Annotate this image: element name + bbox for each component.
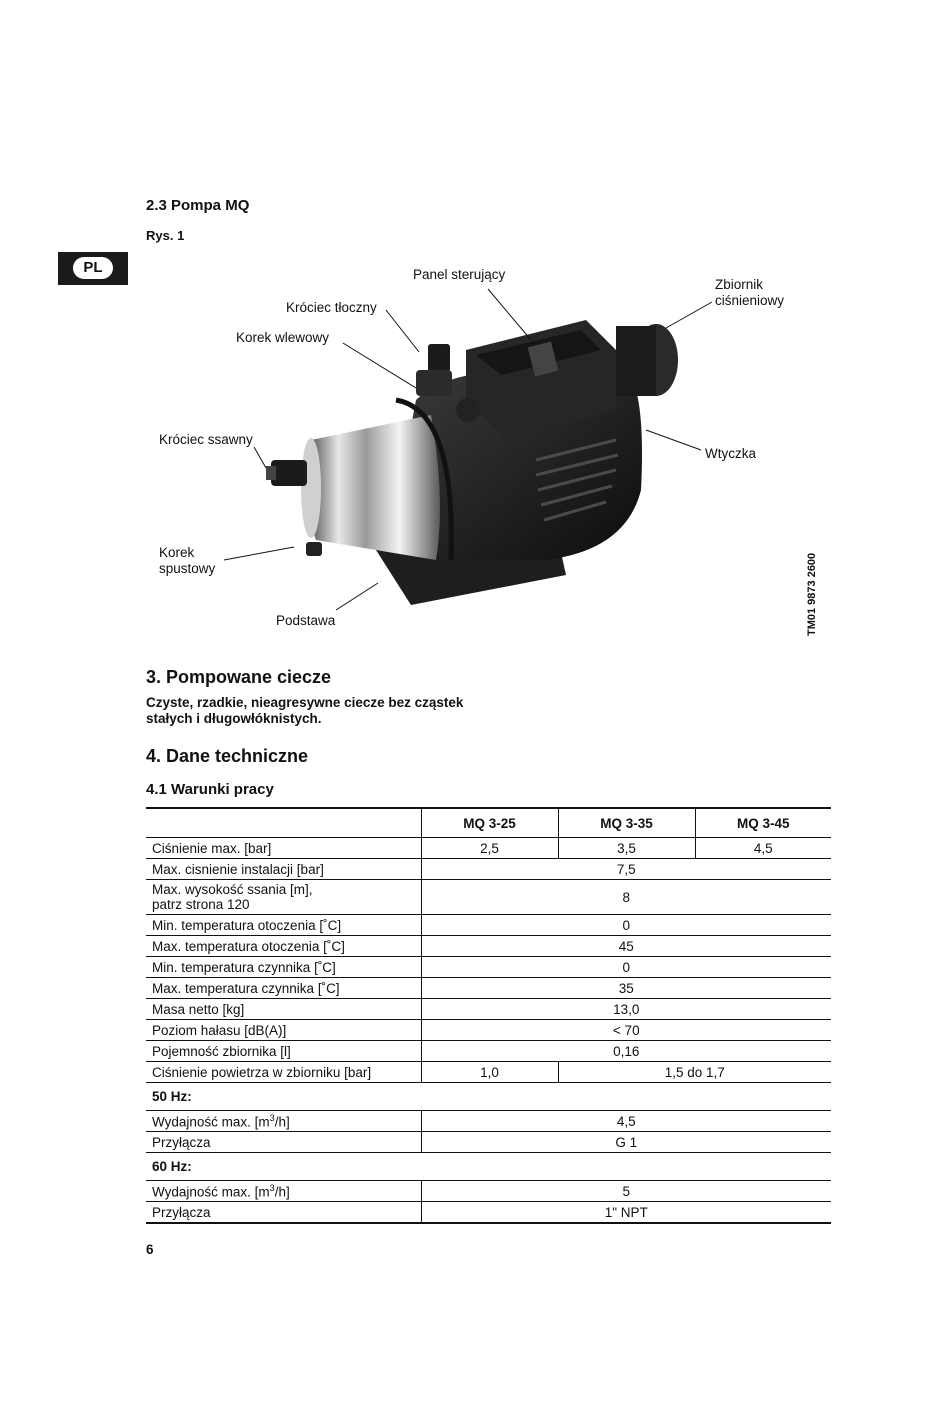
cell-value: 4,5 <box>421 1111 831 1132</box>
callout-drain-plug-line2: spustowy <box>159 561 216 576</box>
table-row <box>146 978 831 999</box>
row-label: Przyłącza <box>146 1132 421 1153</box>
cell-value: G 1 <box>421 1132 831 1153</box>
row-label: Max. temperatura czynnika [˚C] <box>146 978 421 999</box>
suction-port-shape <box>271 460 307 486</box>
cell-value: 7,5 <box>421 859 831 880</box>
cell-value: 0 <box>421 957 831 978</box>
row-label: Ciśnienie powietrza w zbiorniku [bar] <box>146 1062 421 1083</box>
table-subheader-60hz <box>146 1153 831 1181</box>
table-row <box>146 1062 831 1083</box>
row-label: Pojemność zbiornika [l] <box>146 1041 421 1062</box>
flow-label-unit: /h] <box>274 1114 290 1130</box>
cell-value: 1" NPT <box>421 1202 831 1224</box>
row-label <box>146 1111 421 1132</box>
technical-data-table <box>146 807 831 1224</box>
cell-value: 3,5 <box>558 838 695 859</box>
table-row <box>146 957 831 978</box>
cell-value: 35 <box>421 978 831 999</box>
cell-value: 4,5 <box>695 838 831 859</box>
table-row <box>146 936 831 957</box>
header-mq-3-25: MQ 3-25 <box>421 808 558 838</box>
cell-value: 0 <box>421 915 831 936</box>
row-label: Ciśnienie max. [bar] <box>146 838 421 859</box>
section-3-text-line2: stałych i długowłóknistych. <box>146 711 322 726</box>
callout-suction-port: Króciec ssawny <box>159 432 253 447</box>
row-label <box>146 880 421 915</box>
callout-control-panel: Panel sterujący <box>413 267 506 282</box>
cell-value: < 70 <box>421 1020 831 1041</box>
table-row <box>146 880 831 915</box>
cell-value: 1,0 <box>421 1062 558 1083</box>
cell-value: 45 <box>421 936 831 957</box>
steel-chamber-shape <box>305 415 440 560</box>
table-row <box>146 915 831 936</box>
callout-plug: Wtyczka <box>705 446 757 461</box>
language-tab <box>58 252 128 285</box>
section-heading-3: 3. Pompowane ciecze <box>146 667 332 687</box>
table-row <box>146 1111 831 1132</box>
cell-value: 2,5 <box>421 838 558 859</box>
figure-label: Rys. 1 <box>146 228 185 243</box>
table-row <box>146 1020 831 1041</box>
callout-pressure-tank-line1: Zbiornik <box>715 277 764 292</box>
row-label: Poziom hałasu [dB(A)] <box>146 1020 421 1041</box>
flow-label-text: Wydajność max. [m <box>152 1114 270 1130</box>
callout-base: Podstawa <box>276 613 336 628</box>
row-label: Min. temperatura czynnika [˚C] <box>146 957 421 978</box>
section-3-text-line1: Czyste, rzadkie, nieagresywne ciecze bez cząstek <box>146 695 464 710</box>
flow-label-text: Wydajność max. [m <box>152 1184 270 1200</box>
subheader-label: 50 Hz: <box>146 1083 831 1111</box>
drain-plug-shape <box>306 542 322 556</box>
cell-value: 5 <box>421 1181 831 1202</box>
row-label: Min. temperatura otoczenia [˚C] <box>146 915 421 936</box>
language-code: PL <box>73 257 113 279</box>
table-row <box>146 999 831 1020</box>
section-heading-2-3: 2.3 Pompa MQ <box>146 197 250 214</box>
table-row <box>146 1041 831 1062</box>
cell-value: 0,16 <box>421 1041 831 1062</box>
page-number: 6 <box>146 1242 154 1257</box>
row-label <box>146 1181 421 1202</box>
header-mq-3-35: MQ 3-35 <box>558 808 695 838</box>
table-row <box>146 859 831 880</box>
row-label: Max. cisnienie instalacji [bar] <box>146 859 421 880</box>
cell-value: 1,5 do 1,7 <box>558 1062 831 1083</box>
table-row <box>146 838 831 859</box>
table-row <box>146 1202 831 1224</box>
table-row <box>146 1132 831 1153</box>
figure-code: TM01 9873 2600 <box>806 552 818 636</box>
row-label: Masa netto [kg] <box>146 999 421 1020</box>
flow-label-superscript: 3 <box>269 1112 275 1123</box>
header-empty-cell <box>146 808 421 838</box>
filler-plug-shape <box>416 370 452 396</box>
callout-filler-plug: Korek wlewowy <box>236 330 330 345</box>
section-heading-4: 4. Dane techniczne <box>146 746 309 766</box>
cell-value: 13,0 <box>421 999 831 1020</box>
section-heading-4-1: 4.1 Warunki pracy <box>146 781 274 798</box>
table-row <box>146 1181 831 1202</box>
cell-value: 8 <box>421 880 831 915</box>
table-subheader-50hz <box>146 1083 831 1111</box>
callout-discharge-port: Króciec tłoczny <box>286 300 377 315</box>
row-label-line1: Max. wysokość ssania [m], <box>152 882 313 897</box>
row-label: Przyłącza <box>146 1202 421 1224</box>
table-header-row <box>146 808 831 838</box>
callout-drain-plug-line1: Korek <box>159 545 195 560</box>
row-label: Max. temperatura otoczenia [˚C] <box>146 936 421 957</box>
flow-label-unit: /h] <box>274 1184 290 1200</box>
subheader-label: 60 Hz: <box>146 1153 831 1181</box>
flow-label-superscript: 3 <box>269 1182 275 1193</box>
header-mq-3-45: MQ 3-45 <box>695 808 831 838</box>
callout-pressure-tank-line2: ciśnieniowy <box>715 293 785 308</box>
discharge-port-shape <box>428 344 450 372</box>
row-label-line2: patrz strona 120 <box>152 897 250 912</box>
